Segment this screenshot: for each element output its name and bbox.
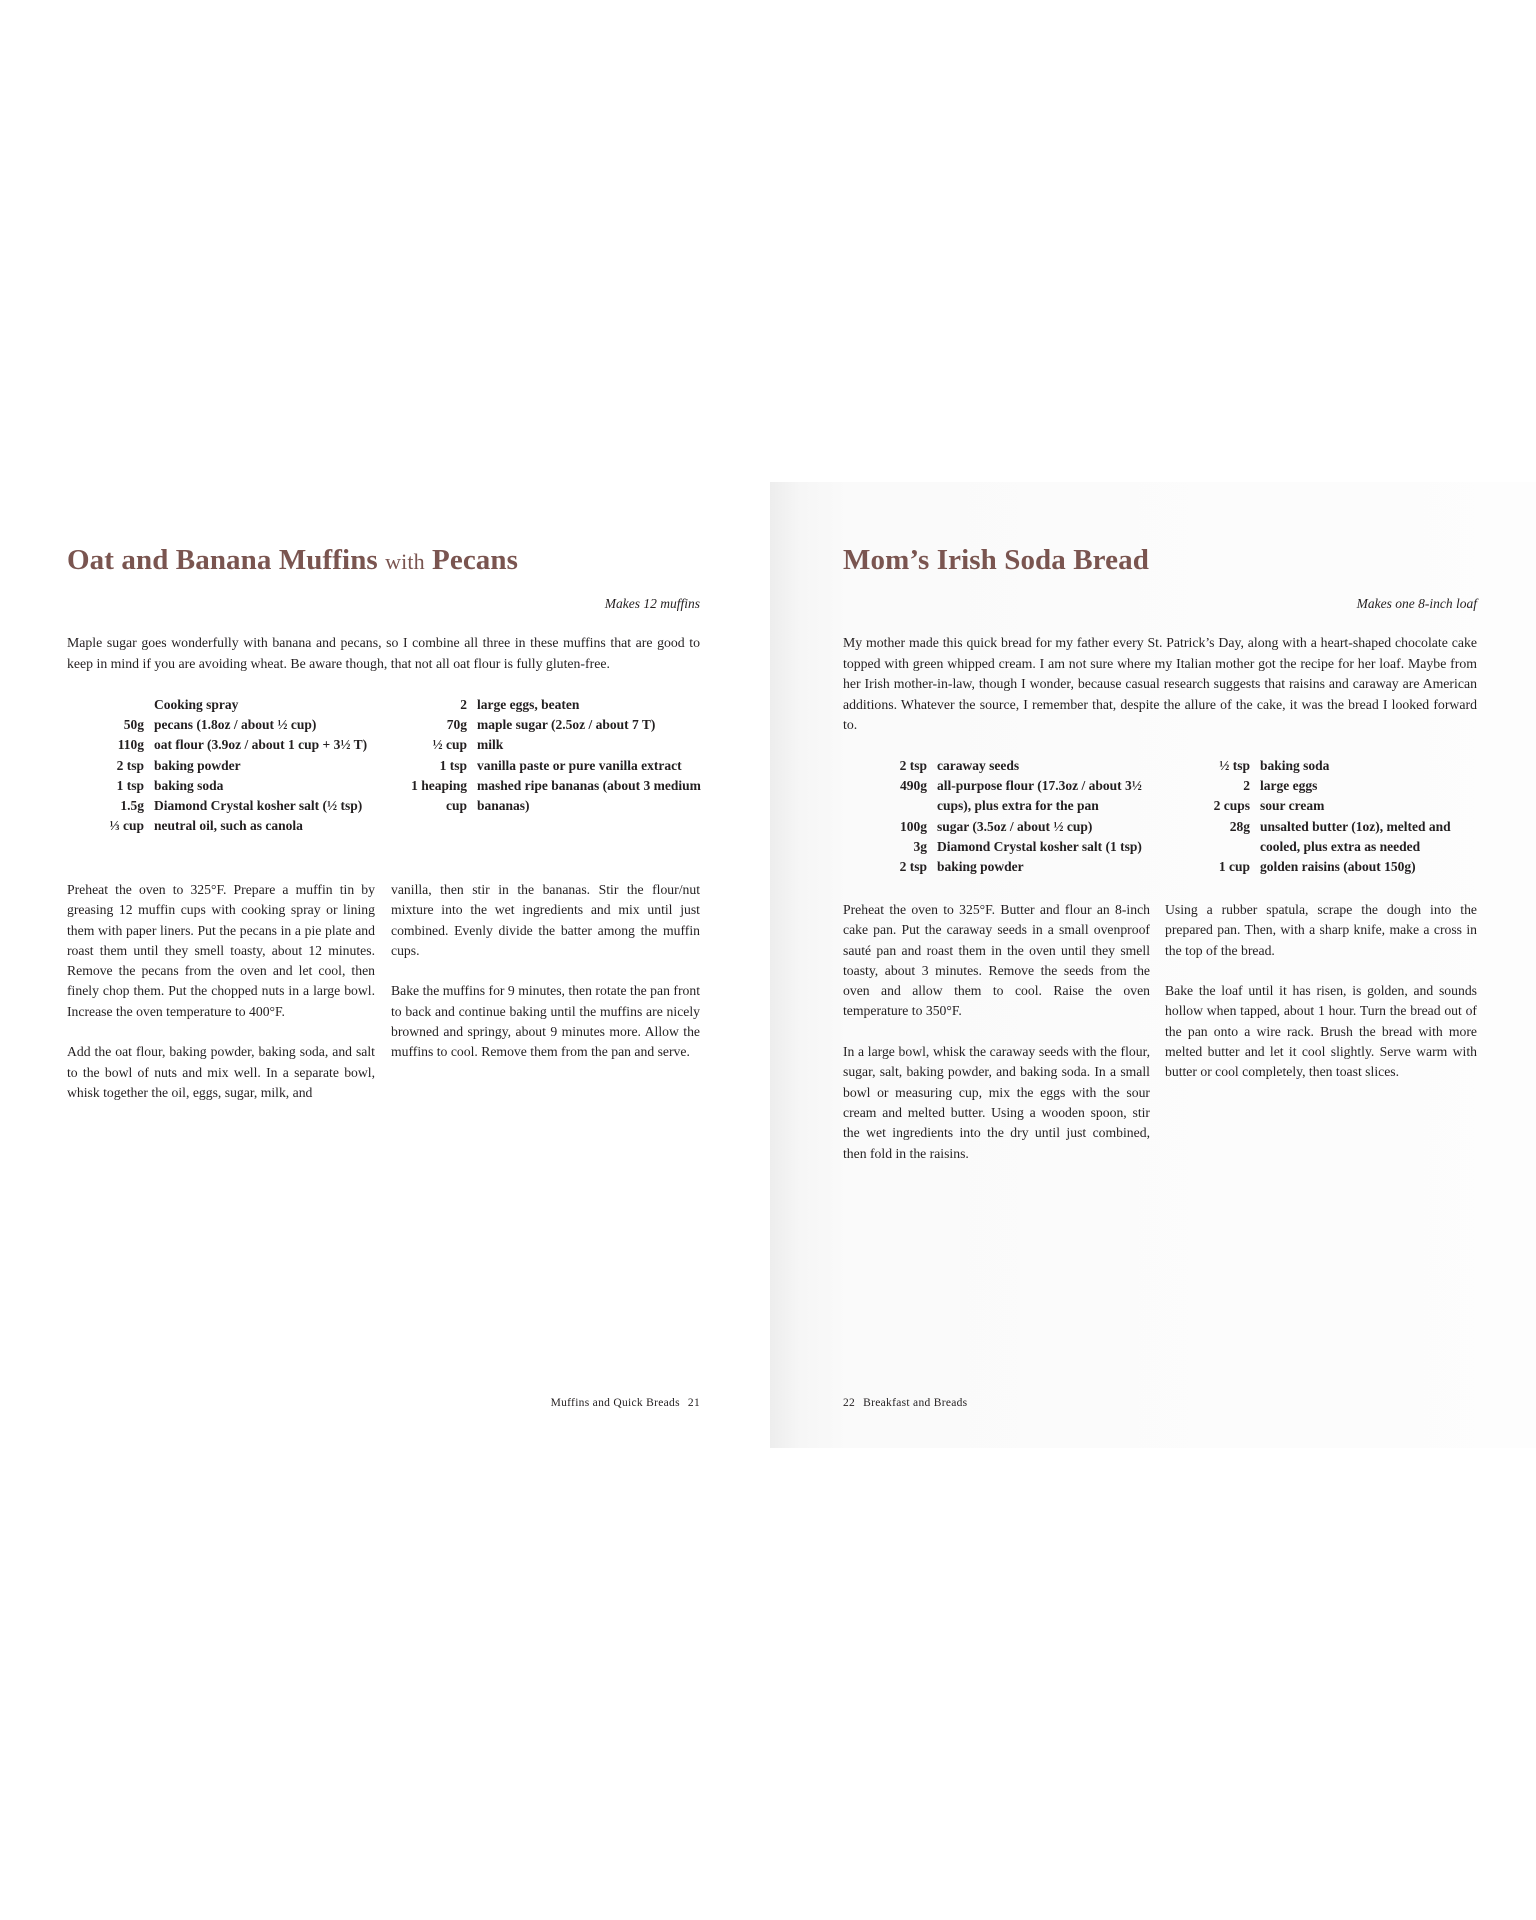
ingredient-name: baking soda (154, 777, 224, 793)
method-column (67, 880, 375, 1103)
ingredient-name: unsalted butter (1oz), melted and cooled, plus extra as needed (1260, 818, 1451, 854)
ingredient-name: baking powder (154, 757, 241, 773)
ingredient-name: sour cream (1260, 798, 1325, 814)
ingredient-amount: 28g (1229, 818, 1250, 834)
recipe-intro: My mother made this quick bread for my father every St. Patrick’s Day, along with a heart-shaped chocolate cake topped with green whipped cream. I am not sure where my Italian mother got the recipe for her loaf. Maybe from her Irish mother-in-law, though I wonder, because casual research suggests that raisins and caraway are American additions. Whatever the source, I remember that, despite the allure of the cake, it was the bread I looked forward to. (843, 635, 1477, 732)
left-page (0, 482, 770, 1448)
page-number: 21 (687, 1397, 700, 1409)
ingredient-amount: 2 (460, 697, 467, 712)
ingredient-row (72, 756, 380, 776)
ingredient-name: mashed ripe bananas (about 3 medium bananas) (477, 777, 701, 814)
page-footer (843, 1397, 967, 1409)
ingredient-row (855, 817, 1165, 837)
method-paragraph: Add the oat flour, baking powder, baking soda, and salt to the bowl of nuts and mix well. In a separate bowl, whisk together the oil, eggs, sugar, milk, and (67, 1044, 375, 1100)
ingredient-row (72, 715, 380, 735)
recipe-yield: Makes one 8-inch loaf (1356, 596, 1477, 611)
ingredient-row (395, 735, 705, 755)
ingredient-row (395, 756, 705, 776)
recipe-title: Mom’s Irish Soda Bread (843, 544, 1149, 576)
method-paragraph: Using a rubber spatula, scrape the dough into the prepared pan. Then, with a sharp knife, make a cross in the top of the bread. (1165, 902, 1477, 958)
ingredient-row (72, 695, 380, 715)
ingredient-name: vanilla paste or pure vanilla extract (477, 757, 682, 773)
ingredient-amount: ½ cup (432, 737, 467, 753)
footer-section: Breakfast and Breads (863, 1397, 968, 1409)
ingredient-amount: 70g (446, 717, 467, 733)
ingredient-row (395, 776, 705, 816)
ingredient-amount: 100g (900, 818, 927, 834)
ingredient-name: sugar (3.5oz / about ½ cup) (937, 818, 1093, 834)
ingredient-name: golden raisins (about 150g) (1260, 859, 1416, 875)
method-column (391, 880, 700, 1063)
ingredient-row (72, 816, 380, 836)
ingredient-name: Cooking spray (154, 697, 239, 712)
ingredient-row (855, 857, 1165, 877)
ingredient-row (855, 776, 1165, 816)
footer-section: Muffins and Quick Breads (550, 1397, 680, 1409)
ingredient-amount: 110g (117, 737, 144, 753)
ingredient-list (1178, 756, 1478, 877)
ingredient-amount: 1.5g (120, 798, 144, 814)
method-paragraph: Bake the loaf until it has risen, is golden, and sounds hollow when tapped, about 1 hour. Turn the bread out of the pan onto a wire rack. Brush the bread with more melted butter and let it cool slightly. Serve warm with butter or cool completely, then toast slices. (1165, 983, 1477, 1080)
ingredient-amount: 2 tsp (899, 758, 927, 773)
ingredient-row (72, 796, 380, 816)
page-number: 22 (843, 1397, 856, 1409)
method-column (1165, 900, 1477, 1083)
ingredient-name: pecans (1.8oz / about ½ cup) (154, 717, 317, 733)
ingredient-row (1178, 796, 1478, 816)
ingredient-name: milk (477, 737, 504, 753)
ingredient-row (855, 756, 1165, 776)
method-paragraph: Bake the muffins for 9 minutes, then rotate the pan front to back and continue baking until the muffins are nicely browned and springy, about 9 minutes more. Allow the muffins to cool. Remove them from the pan and serve. (391, 983, 700, 1060)
method-paragraph: vanilla, then stir in the bananas. Stir the flour/nut mixture into the wet ingredients and mix until just combined. Evenly divide the batter among the muffin cups. (391, 882, 700, 958)
ingredient-row (72, 735, 380, 755)
ingredient-amount: 2 tsp (116, 757, 144, 773)
ingredient-amount: 50g (123, 717, 144, 733)
ingredient-list (395, 695, 705, 816)
method-paragraph: In a large bowl, whisk the caraway seeds with the flour, sugar, salt, baking powder, and baking soda. In a small bowl or measuring cup, mix the eggs with the sour cream and melted butter. Using a wooden spoon, stir the wet ingredients into the dry until just combined, then fold in the raisins. (843, 1044, 1150, 1161)
ingredient-amount: 1 heaping cup (411, 777, 467, 814)
ingredient-amount: 2 cups (1213, 798, 1250, 814)
ingredient-list (72, 695, 380, 836)
ingredient-amount: 490g (900, 778, 927, 794)
ingredient-amount: 1 cup (1218, 859, 1250, 875)
ingredient-amount: 1 tsp (116, 777, 144, 793)
ingredient-amount: 2 tsp (899, 859, 927, 875)
method-column (843, 900, 1150, 1164)
ingredient-name: Diamond Crystal kosher salt (1 tsp) (937, 838, 1142, 854)
ingredient-name: Diamond Crystal kosher salt (½ tsp) (154, 798, 363, 814)
ingredient-name: large eggs, beaten (477, 697, 580, 712)
ingredient-name: large eggs (1260, 778, 1318, 794)
ingredient-row (395, 695, 705, 715)
ingredient-row (1178, 756, 1478, 776)
ingredient-row (1178, 857, 1478, 877)
ingredient-name: baking powder (937, 859, 1024, 875)
method-paragraph: Preheat the oven to 325°F. Prepare a muffin tin by greasing 12 muffin cups with cooking spray or lining them with paper liners. Put the pecans in a pie plate and roast them until they smell toasty, about 12 minutes. Remove the pecans from the oven and let cool, then finely chop them. Put the chopped nuts in a large bowl. Increase the oven temperature to 400°F. (67, 882, 375, 1019)
page-footer (551, 1397, 700, 1409)
ingredient-row (855, 837, 1165, 857)
ingredient-row (395, 715, 705, 735)
ingredient-amount: ½ tsp (1219, 758, 1250, 773)
ingredient-name: all-purpose flour (17.3oz / about 3½ cups), plus extra for the pan (937, 778, 1142, 814)
ingredient-name: baking soda (1260, 758, 1330, 773)
ingredient-row (72, 776, 380, 796)
method-paragraph: Preheat the oven to 325°F. Butter and flour an 8-inch cake pan. Put the caraway seeds in a small ovenproof sauté pan and roast them in the oven until they smell toasty, about 3 minutes. Remove the seeds from the oven and allow them to cool. Raise the oven temperature to 350°F. (843, 902, 1150, 1019)
ingredient-list (855, 756, 1165, 877)
recipe-intro: Maple sugar goes wonderfully with banana and pecans, so I combine all three in these muffins that are good to keep in mind if you are avoiding wheat. Be aware though, that not all oat flour is fully gluten-free. (67, 635, 700, 671)
ingredient-name: caraway seeds (937, 758, 1020, 773)
ingredient-name: maple sugar (2.5oz / about 7 T) (477, 717, 656, 733)
ingredient-amount: 3g (913, 838, 927, 854)
right-page (770, 482, 1536, 1448)
ingredient-amount: 1 tsp (439, 757, 467, 773)
ingredient-row (1178, 817, 1478, 857)
ingredient-row (1178, 776, 1478, 796)
ingredient-amount: 2 (1243, 778, 1250, 794)
ingredient-amount: ⅓ cup (109, 818, 144, 834)
recipe-yield: Makes 12 muffins (604, 596, 700, 611)
ingredient-name: neutral oil, such as canola (154, 818, 303, 834)
ingredient-name: oat flour (3.9oz / about 1 cup + 3½ T) (154, 737, 368, 753)
recipe-title: Oat and Banana Muffins with Pecans (67, 544, 519, 576)
